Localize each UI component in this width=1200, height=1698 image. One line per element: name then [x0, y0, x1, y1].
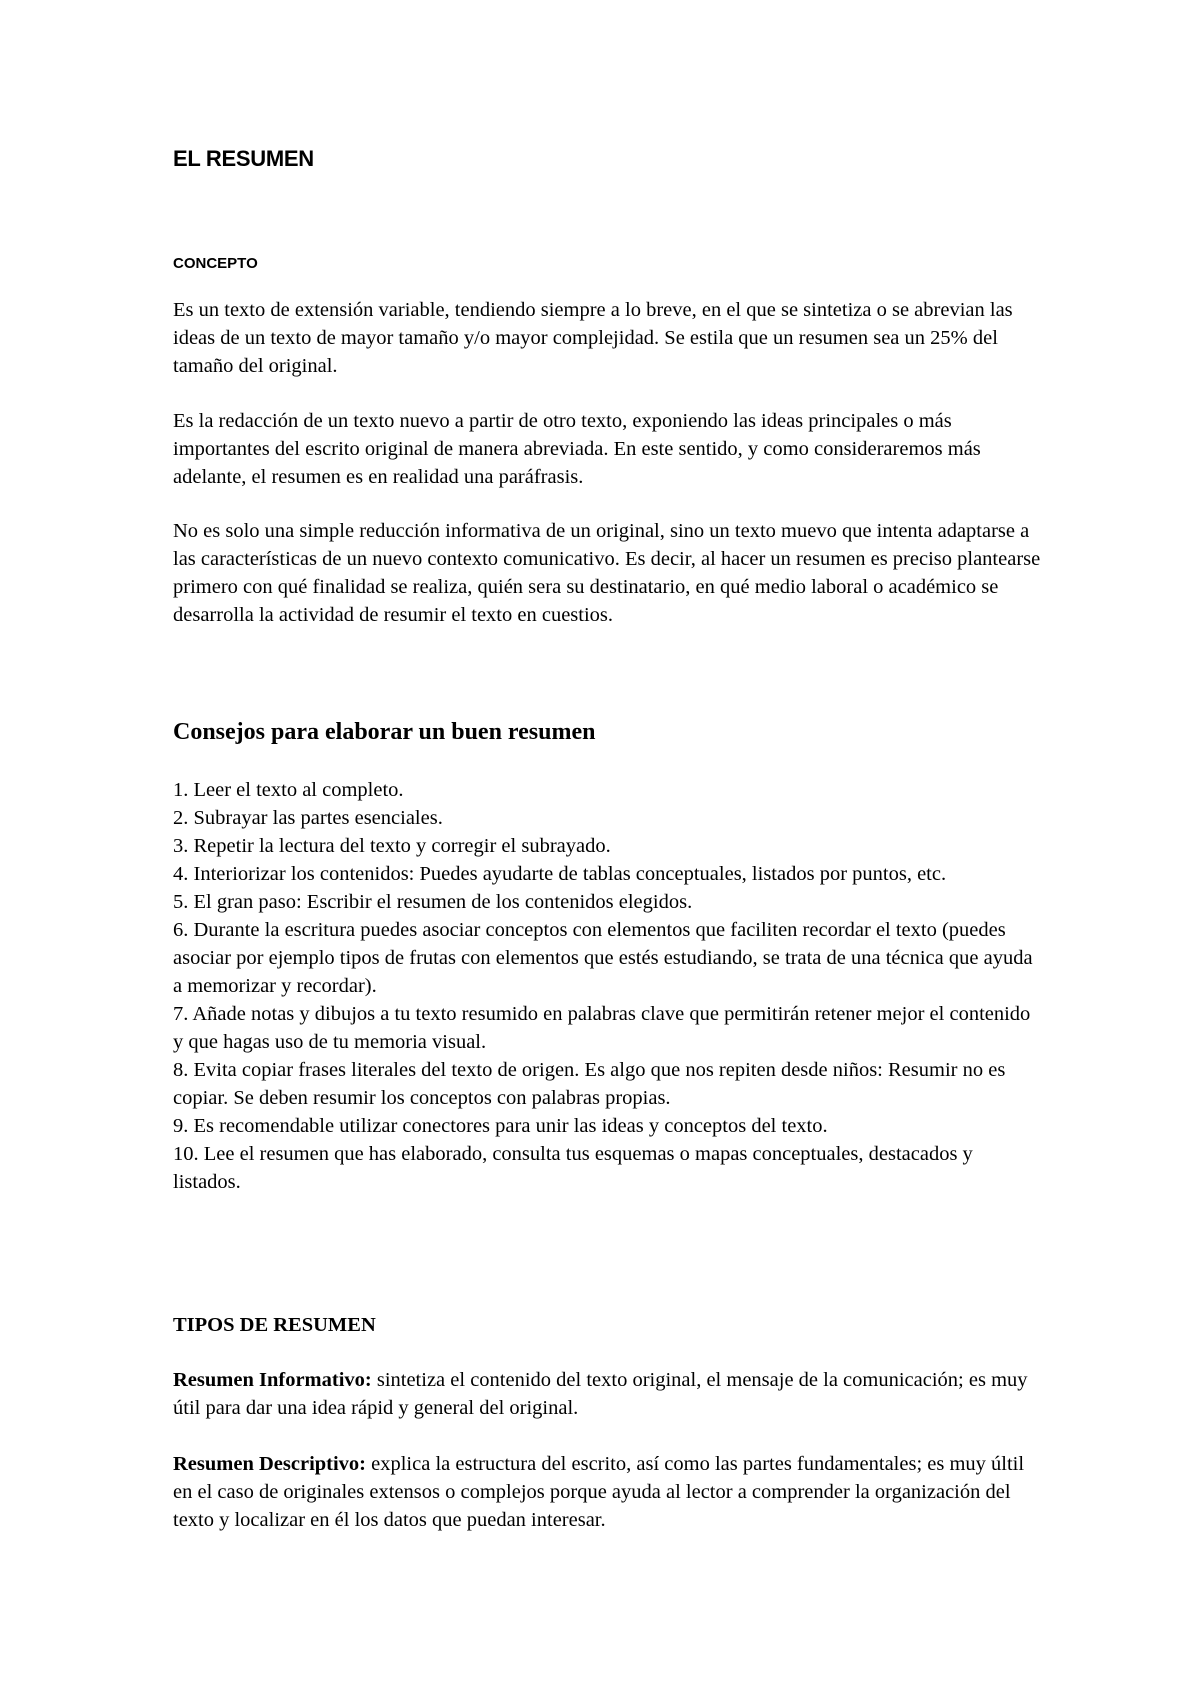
- list-item: 3. Repetir la lectura del texto y corregir el subrayado.: [173, 835, 611, 857]
- list-item: 2. Subrayar las partes esenciales.: [173, 807, 443, 829]
- list-item: 4. Interiorizar los contenidos: Puedes ayudarte de tablas conceptuales, listados por puntos, etc.: [173, 863, 947, 885]
- type-label: Resumen Descriptivo:: [173, 1453, 367, 1475]
- type-label: Resumen Informativo:: [173, 1369, 372, 1391]
- type-descriptivo: [173, 1450, 1043, 1534]
- list-item: 10. Lee el resumen que has elaborado, consulta tus esquemas o mapas conceptuales, destacados y listados.: [173, 1143, 973, 1193]
- type-description: explica la estructura del escrito, así como las partes fundamentales; es muy últil en el caso de originales extensos o complejos porque ayuda al lector a comprender la organización del texto y localizar en él los datos que puedan interesar.: [173, 1453, 1025, 1531]
- concept-heading: CONCEPTO: [173, 255, 258, 272]
- list-item: 5. El gran paso: Escribir el resumen de los contenidos elegidos.: [173, 891, 693, 913]
- types-heading: TIPOS DE RESUMEN: [173, 1314, 376, 1336]
- type-informativo: [173, 1366, 1043, 1422]
- list-item: 1. Leer el texto al completo.: [173, 779, 404, 801]
- concept-paragraph-1: Es un texto de extensión variable, tendiendo siempre a lo breve, en el que se sintetiza o se abrevian las ideas de un texto de mayor tamaño y/o mayor complejidad. Se estila que un resumen sea un 25% del tamaño del original.: [173, 299, 1013, 377]
- concept-paragraph-2: Es la redacción de un texto nuevo a partir de otro texto, exponiendo las ideas principales o más importantes del escrito original de manera abreviada. En este sentido, y como consideraremos más adelante, el resumen es en realidad una paráfrasis.: [173, 410, 981, 488]
- list-item: 9. Es recomendable utilizar conectores para unir las ideas y conceptos del texto.: [173, 1115, 828, 1137]
- list-item: 7. Añade notas y dibujos a tu texto resumido en palabras clave que permitirán retener mejor el contenido y que hagas uso de tu memoria visual.: [173, 1003, 1031, 1053]
- list-item: 8. Evita copiar frases literales del texto de origen. Es algo que nos repiten desde niños: Resumir no es copiar. Se deben resumir los conceptos con palabras propias.: [173, 1059, 1006, 1109]
- document-title: EL RESUMEN: [173, 146, 314, 171]
- list-item: 6. Durante la escritura puedes asociar conceptos con elementos que faciliten recordar el texto (puedes asociar por ejemplo tipos de frutas con elementos que estés estudiando, se trata de una técnica que ayuda a memorizar y recordar).: [173, 919, 1033, 997]
- tips-list: [173, 776, 1043, 1196]
- concept-paragraph-3: No es solo una simple reducción informativa de un original, sino un texto muevo que intenta adaptarse a las características de un nuevo contexto comunicativo. Es decir, al hacer un resumen es preciso plantearse primero con qué finalidad se realiza, quién sera su destinatario, en qué medio laboral o académico se desarrolla la actividad de resumir el texto en cuestios.: [173, 520, 1041, 626]
- tips-heading: Consejos para elaborar un buen resumen: [173, 719, 596, 745]
- type-description: sintetiza el contenido del texto original, el mensaje de la comunicación; es muy útil para dar una idea rápid y general del original.: [173, 1369, 1028, 1419]
